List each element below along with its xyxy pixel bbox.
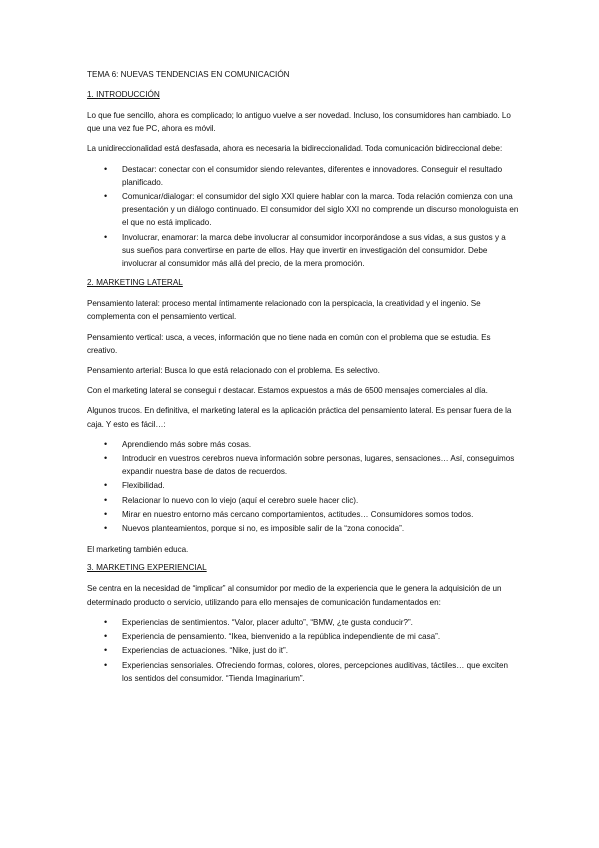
bullet-list: [87, 438, 519, 535]
section-heading-marketing-lateral: 2. MARKETING LATERAL: [87, 278, 183, 288]
bullet-icon: •: [104, 494, 108, 505]
bullet-icon: •: [104, 163, 108, 174]
bullet-list: [87, 163, 519, 271]
bullet-icon: •: [104, 616, 108, 627]
list-item: • Relacionar lo nuevo con lo viejo (aquí el cerebro suele hacer clic).: [87, 494, 519, 507]
paragraph: Algunos trucos. En definitiva, el marketing lateral es la aplicación práctica del pensamiento lateral. Es pensar fuera de la caja. Y esto es fácil…:: [87, 406, 512, 429]
list-item: • Comunicar/dialogar: el consumidor del siglo XXI quiere hablar con la marca. Toda relación comienza con una presentación y un diálogo continuado. El consumidor del siglo XXI no comprende un discurso monologuista en el que no está implicado.: [104, 191, 519, 228]
list-item: • Flexibilidad.: [87, 479, 519, 492]
paragraph: Pensamiento arterial: Busca lo que está relacionado con el problema. Es selectivo.: [87, 366, 380, 376]
list-item: • Nuevos planteamientos, porque si no, es imposible salir de la “zona conocida”.: [87, 522, 519, 535]
bullet-icon: •: [104, 659, 108, 670]
list-item: • Experiencias de sentimientos. “Valor, placer adulto”, “BMW, ¿te gusta conducir?”.: [87, 616, 519, 629]
list-item: • Involucrar, enamorar: la marca debe involucrar al consumidor incorporándose a sus vidas, a sus gustos y a sus sueños para convertirse en parte de ellos. Hay que invertir en investigación del consumidor. Debe involucrar al consumidor más allá del precio, de la mera promoción.: [104, 231, 506, 269]
bullet-icon: •: [104, 631, 108, 642]
bullet-icon: •: [104, 191, 108, 202]
list-item: • Aprendiendo más sobre más cosas.: [87, 438, 519, 451]
paragraph: Pensamiento vertical: usca, a veces, información que no tiene nada en común con el problema que se estudia. Es creativo.: [87, 332, 491, 355]
bullet-icon: •: [104, 645, 108, 656]
bullet-icon: •: [104, 438, 108, 449]
bullet-icon: •: [104, 508, 108, 519]
bullet-icon: •: [104, 523, 108, 534]
paragraph: La unidireccionalidad está desfasada, ahora es necesaria la bidireccionalidad. Toda comunicación bidireccional debe:: [87, 144, 503, 154]
list-item: • Experiencia de pensamiento. “Ikea, bienvenido a la república independiente de mi casa”.: [87, 630, 519, 643]
paragraph: Con el marketing lateral se consegui r destacar. Estamos expuestos a más de 6500 mensajes comerciales al día.: [87, 386, 488, 396]
bullet-icon: •: [104, 480, 108, 491]
list-item: • Experiencias sensoriales. Ofreciendo formas, colores, olores, percepciones auditivas, táctiles… que exciten los sentidos del consumidor. “Tienda Imaginarium”.: [104, 659, 508, 683]
bullet-list: [87, 616, 519, 685]
bullet-icon: •: [104, 453, 108, 464]
list-item: • Experiencias de actuaciones. “Nike, just do it”.: [87, 644, 519, 657]
bullet-icon: •: [104, 231, 108, 242]
document-title: TEMA 6: NUEVAS TENDENCIAS EN COMUNICACIÓN: [87, 70, 290, 79]
paragraph: Lo que fue sencillo, ahora es complicado; lo antiguo vuelve a ser novedad. Incluso, los consumidores han cambiado. Lo que una vez fue PC, ahora es móvil.: [87, 111, 511, 134]
section-heading-marketing-experiencial: 3. MARKETING EXPERIENCIAL: [87, 563, 207, 573]
paragraph: Pensamiento lateral: proceso mental íntimamente relacionado con la perspicacia, la creatividad y el ingenio. Se complementa con el pensamiento vertical.: [87, 299, 481, 322]
paragraph: Se centra en la necesidad de “implicar” al consumidor por medio de la experiencia que le genera la adquisición de un determinado producto o servicio, utilizando para ello mensajes de comunicación fundamentados en:: [87, 584, 502, 607]
list-item: • Introducir en vuestros cerebros nueva información sobre personas, lugares, sensaciones… Así, conseguimos expandir nuestra base de datos de recuerdos.: [104, 453, 515, 477]
list-item: • Destacar: conectar con el consumidor siendo relevantes, diferentes e innovadores. Conseguir el resultado planificado.: [104, 163, 503, 187]
paragraph: El marketing también educa.: [87, 545, 189, 555]
section-heading-introduccion: 1. INTRODUCCIÓN: [87, 90, 160, 99]
list-item: • Mirar en nuestro entorno más cercano comportamientos, actitudes… Consumidores somos todos.: [87, 508, 519, 521]
